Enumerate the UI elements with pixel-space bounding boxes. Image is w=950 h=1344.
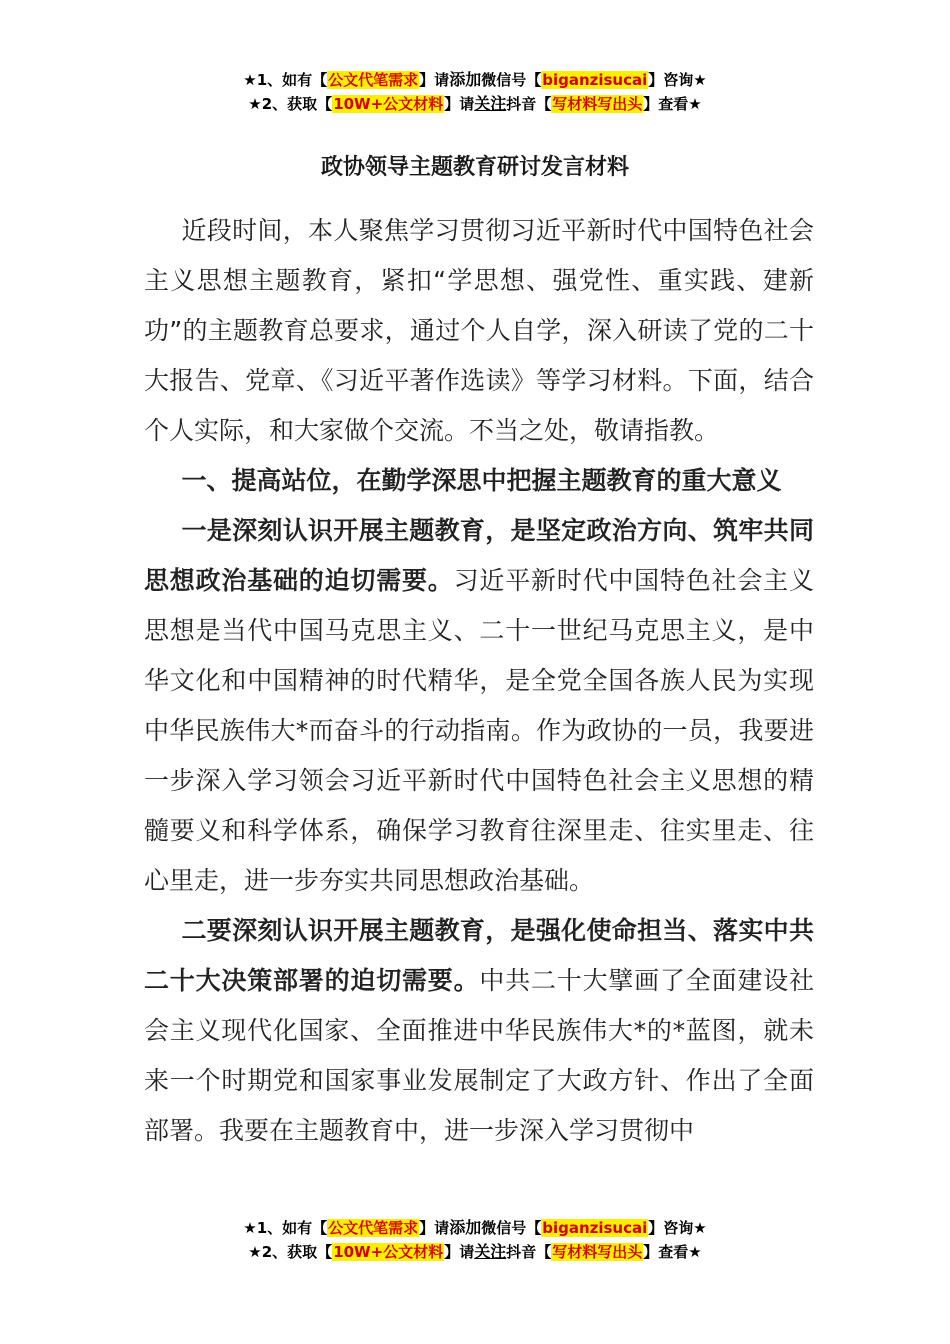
paragraph-1-lead: 一是深刻认识开展主题教育，是坚定政治方向、筑牢共同思想政治基础的迫切需要。 — [144, 516, 814, 595]
bottom-line1-highlight-wechat: biganzisucai — [542, 1219, 648, 1237]
banner-line2-prefix: ★2、获取【 — [248, 95, 333, 113]
paragraph-2 — [144, 906, 814, 1156]
paragraph-1 — [144, 506, 814, 906]
bottom-banner — [0, 1216, 950, 1264]
bottom-line1-prefix: ★1、如有【 — [243, 1219, 328, 1237]
bottom-line1-mid2: 微信号【 — [481, 1219, 542, 1237]
paragraph-2-lead: 二要深刻认识开展主题教育，是强化使命担当、落实中共二十大决策部署的迫切需要。 — [144, 916, 814, 995]
bottom-banner-line-1 — [0, 1216, 950, 1240]
document-title: 政协领导主题教育研讨发言材料 — [320, 155, 629, 180]
paragraph-1-text: 习近平新时代中国特色社会主义思想是当代中国马克思主义、二十一世纪马克思主义，是中华文化和中国精神的时代精华，是全党全国各族人民为实现中华民族伟大*而奋斗的行动指南。作为政协的一员，我要进一步深入学习领会习近平新时代中国特色社会主义思想的精髓要义和科学体系，确保学习教育往深里走、往实里走、往心里走，进一步夯实共同思想政治基础。 — [144, 566, 814, 895]
banner-line-1 — [0, 68, 950, 92]
banner-line1-prefix: ★1、如有【 — [243, 71, 328, 89]
banner-line-2 — [0, 92, 950, 116]
banner-line1-mid1: 】请 — [419, 71, 450, 89]
bottom-line2-highlight-materials: 10W+公文材料 — [333, 1243, 444, 1261]
bottom-line1-emphasis: 添加 — [449, 1218, 482, 1237]
intro-paragraph: 近段时间，本人聚焦学习贯彻习近平新时代中国特色社会主义思想主题教育，紧扣“学思想、强党性、重实践、建新功”的主题教育总要求，通过个人自学，深入研读了党的二十大报告、党章、《习近平著作选读》等学习材料。下面，结合个人实际，和大家做个交流。不当之处，敬请指教。 — [144, 216, 814, 445]
banner-line2-mid1: 】请 — [444, 95, 475, 113]
section-1-heading: 一、提高站位，在勤学深思中把握主题教育的重大意义 — [181, 466, 782, 495]
bottom-line1-suffix: 】咨询★ — [648, 1219, 707, 1237]
bottom-line1-highlight-service: 公文代笔需求 — [328, 1219, 419, 1237]
banner-line2-emphasis: 关注 — [474, 94, 507, 113]
bottom-line2-suffix: 】查看★ — [643, 1243, 702, 1261]
banner-line2-highlight-douyin: 写材料写出头 — [552, 95, 643, 113]
banner-line1-highlight-service: 公文代笔需求 — [328, 71, 419, 89]
banner-line1-emphasis: 添加 — [449, 70, 482, 89]
bottom-line2-emphasis: 关注 — [474, 1242, 507, 1261]
banner-line1-suffix: 】咨询★ — [648, 71, 707, 89]
bottom-line2-prefix: ★2、获取【 — [248, 1243, 333, 1261]
banner-line2-suffix: 】查看★ — [643, 95, 702, 113]
bottom-line2-mid1: 】请 — [444, 1243, 475, 1261]
banner-line2-mid2: 抖音【 — [506, 95, 552, 113]
banner-line1-highlight-wechat: biganzisucai — [542, 71, 648, 89]
banner-line2-highlight-materials: 10W+公文材料 — [333, 95, 444, 113]
document-body — [144, 206, 814, 1156]
top-banner — [0, 68, 950, 116]
bottom-line1-mid1: 】请 — [419, 1219, 450, 1237]
bottom-banner-line-2 — [0, 1240, 950, 1264]
banner-line1-mid2: 微信号【 — [481, 71, 542, 89]
paragraph-2-text: 中共二十大擘画了全面建设社会主义现代化国家、全面推进中华民族伟大*的*蓝图，就未来一个时期党和国家事业发展制定了大政方针、作出了全面部署。我要在主题教育中，进一步深入学习贯彻中 — [144, 966, 814, 1145]
bottom-line2-mid2: 抖音【 — [506, 1243, 552, 1261]
bottom-line2-highlight-douyin: 写材料写出头 — [552, 1243, 643, 1261]
